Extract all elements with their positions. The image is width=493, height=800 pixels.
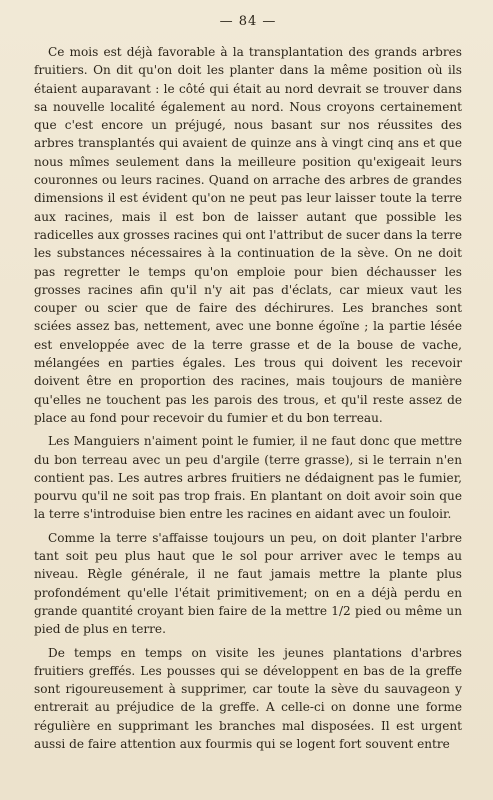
paragraph-planting-depth: Comme la terre s'affaisse toujours un peu, on doit planter l'arbre tant soit peu plus haut que le sol pour arriver avec le temps au niveau. Règle générale, il ne faut jamais mettre la plante plus profondément qu'elle l'était primitivement; on en a déjà perdu en grande quantité croyant bien faire de la mettre 1/2 pied ou même un pied de plus en terre. <box>34 530 462 637</box>
paragraph-grafted-plantations: De temps en temps on visite les jeunes plantations d'arbres fruitiers greffés. Les pousses qui se développent en bas de la greffe sont rigoureusement à supprimer, car toute la sève du sauvageon y entrerait au préjudice de la greffe. A celle-ci on donne une forme régulière en supprimant les branches mal disposées. Il est urgent aussi de faire attention aux fourmis qui se logent fort souvent entre <box>34 645 462 751</box>
paragraph-transplantation: Ce mois est déjà favorable à la transplantation des grands arbres fruitiers. On dit qu'on doit les planter dans la même position où ils étaient auparavant : le côté qui était au nord devrait se trouver dans sa nouvelle localité également au nord. Nous croyons certainement que c'est encore un préjugé, nous basant sur nos réussites des arbres transplantés qui avaient de quinze ans à vingt cinq ans et que nous mîmes seulement dans la meilleure position qu'exigeait leurs couronnes ou leurs racines. Quand on arrache des arbres de grandes dimensions il est évident qu'on ne peut pas leur laisser toute la terre aux racines, mais il est bon de laisser autant que possible les radicelles aux grosses racines qui ont l'attribut de sucer dans la terre les substances nécessaires à la continuation de la sève. On ne doit pas regretter le temps qu'on emploie pour bien déchausser les grosses racines afin qu'il n'y ait pas d'éclats, car mieux vaut les couper ou scier que de faire des déchirures. Les branches sont sciées assez bas, nettement, avec une bonne égoïne ; la partie lésée est enveloppée avec de la terre grasse et de la bouse de vache, mélangées en parties égales. Les trous qui doivent les recevoir doivent être en proportion des racines, mais toujours de manière qu'elles ne touchent pas les parois des trous, et qu'il reste assez de place au fond pour recevoir du fumier et du bon terreau. <box>34 45 462 425</box>
page-number: — 84 — <box>219 14 277 29</box>
paragraph-manguiers: Les Manguiers n'aiment point le fumier, il ne faut donc que mettre du bon terreau avec un peu d'argile (terre grasse), si le terrain n'en contient pas. Les autres arbres fruitiers ne dédaignent pas le fumier, pourvu qu'il ne soit pas trop frais. En plantant on doit avoir soin que la terre s'introduise bien entre les racines en aidant avec un fouloir. <box>34 434 462 522</box>
